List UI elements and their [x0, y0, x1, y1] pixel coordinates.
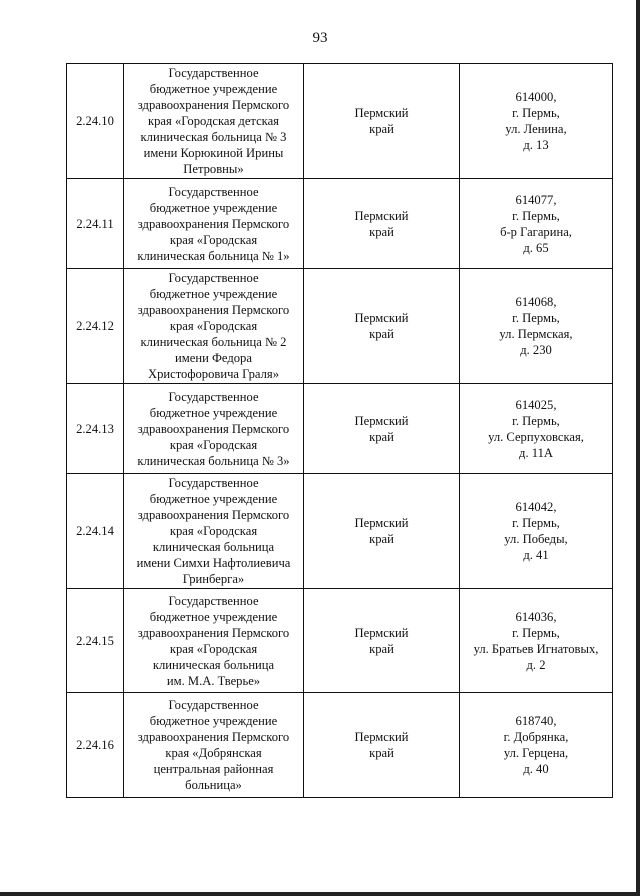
table-row	[67, 64, 613, 179]
address: 614077, г. Пермь, б-р Гагарина, д. 65	[460, 179, 613, 269]
institution-name: Государственное бюджетное учреждение здравоохранения Пермского края «Городская клиническая больница № 3»	[124, 384, 304, 474]
row-number: 2.24.14	[67, 474, 124, 589]
table-row	[67, 589, 613, 693]
table-row	[67, 384, 613, 474]
page-number: 93	[312, 30, 328, 46]
region: Пермский край	[304, 693, 460, 798]
row-number: 2.24.16	[67, 693, 124, 798]
region: Пермский край	[304, 589, 460, 693]
row-number: 2.24.11	[67, 179, 124, 269]
region: Пермский край	[304, 384, 460, 474]
region: Пермский край	[304, 64, 460, 179]
address: 614025, г. Пермь, ул. Серпуховская, д. 11А	[460, 384, 613, 474]
table-row	[67, 693, 613, 798]
row-number: 2.24.10	[67, 64, 124, 179]
address: 614000, г. Пермь, ул. Ленина, д. 13	[460, 64, 613, 179]
institution-name: Государственное бюджетное учреждение здравоохранения Пермского края «Городская клиническая больница имени Симхи Нафтолиевича Гринберга»	[124, 474, 304, 589]
region: Пермский край	[304, 269, 460, 384]
row-number: 2.24.13	[67, 384, 124, 474]
region: Пермский край	[304, 474, 460, 589]
address: 614042, г. Пермь, ул. Победы, д. 41	[460, 474, 613, 589]
row-number: 2.24.15	[67, 589, 124, 693]
institution-name: Государственное бюджетное учреждение здравоохранения Пермского края «Городская детская клиническая больница № 3 имени Корюкиной Ирины Петровны»	[124, 64, 304, 179]
row-number: 2.24.12	[67, 269, 124, 384]
table-row	[67, 179, 613, 269]
registry-table	[66, 63, 613, 798]
institution-name: Государственное бюджетное учреждение здравоохранения Пермского края «Городская клиническая больница № 1»	[124, 179, 304, 269]
address: 614036, г. Пермь, ул. Братьев Игнатовых, д. 2	[460, 589, 613, 693]
address: 614068, г. Пермь, ул. Пермская, д. 230	[460, 269, 613, 384]
table-row	[67, 474, 613, 589]
table-row	[67, 269, 613, 384]
institution-name: Государственное бюджетное учреждение здравоохранения Пермского края «Городская клиническая больница № 2 имени Федора Христофоровича Граля»	[124, 269, 304, 384]
scan-edge-bottom	[0, 892, 640, 896]
scan-edge-right	[636, 0, 640, 896]
institution-name: Государственное бюджетное учреждение здравоохранения Пермского края «Добрянская центральная районная больница»	[124, 693, 304, 798]
institution-name: Государственное бюджетное учреждение здравоохранения Пермского края «Городская клиническая больница им. М.А. Тверье»	[124, 589, 304, 693]
address: 618740, г. Добрянка, ул. Герцена, д. 40	[460, 693, 613, 798]
region: Пермский край	[304, 179, 460, 269]
